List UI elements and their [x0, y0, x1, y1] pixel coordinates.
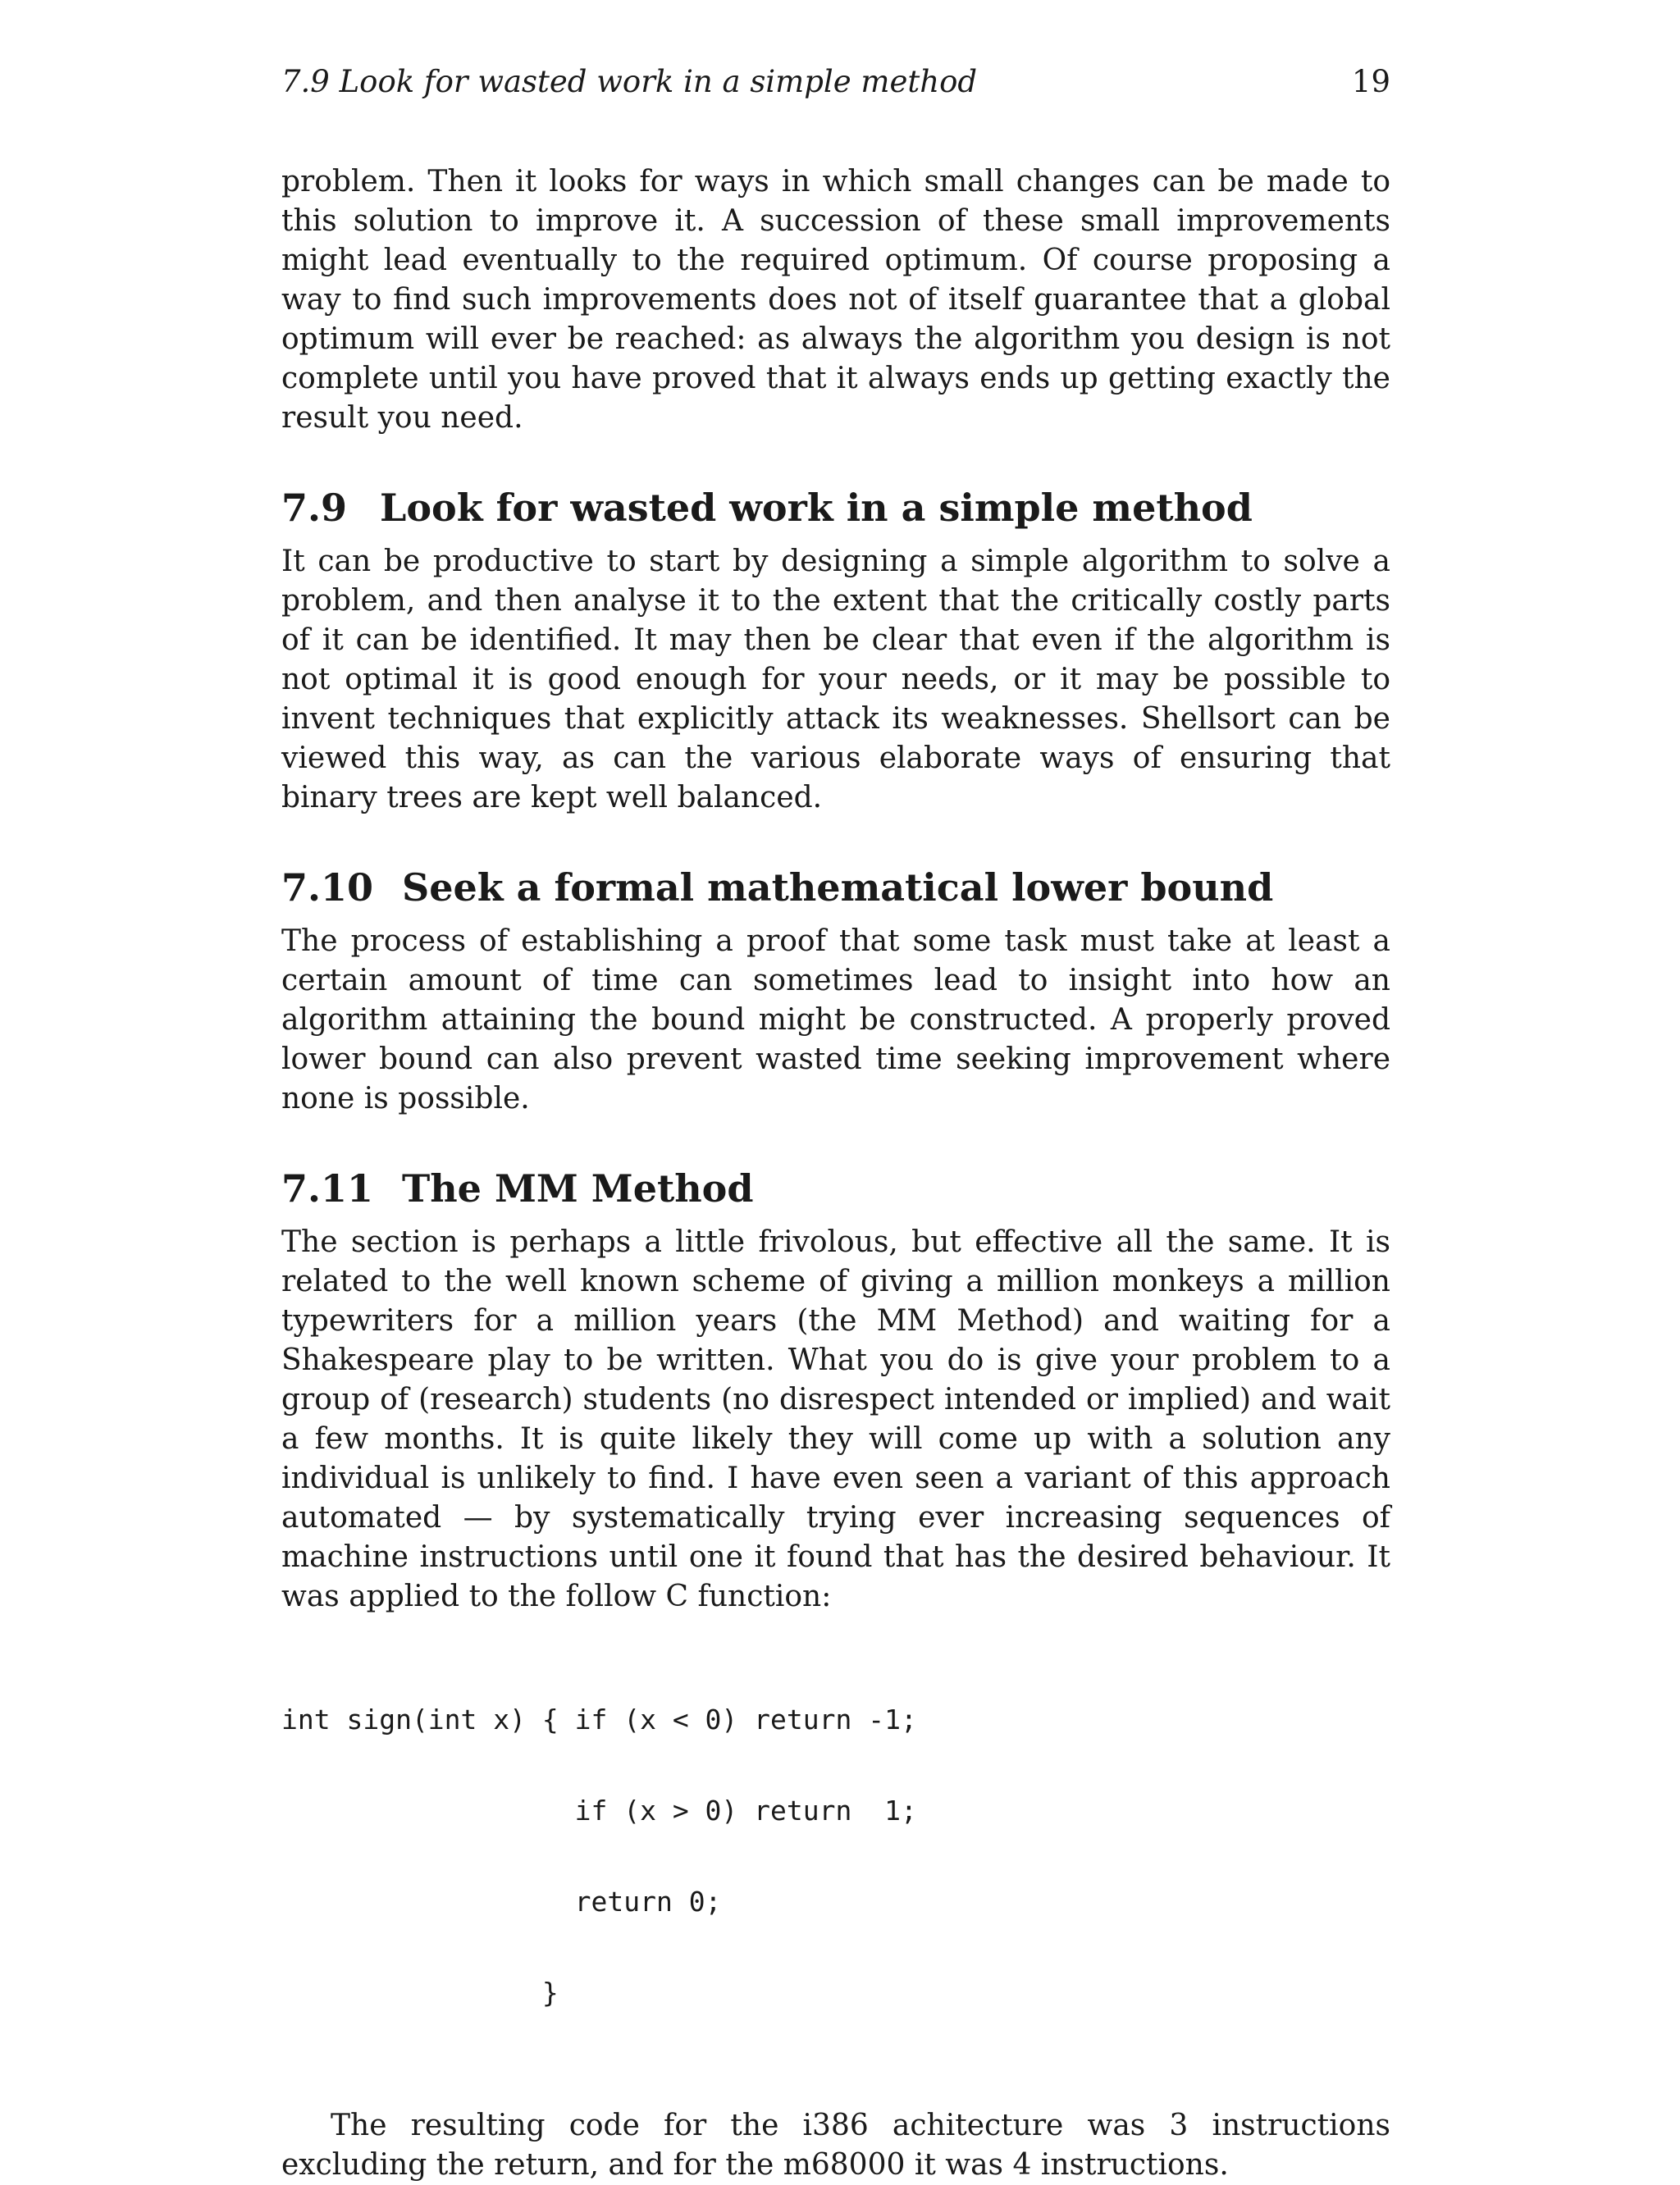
- section-body-7-10: The process of establishing a proof that some task must take at least a certain amount of time can sometimes lead to insight into how an algorithm attaining the bound might be constructed. A properly proved lower bound can also prevent wasted time seeking improvement where none is possible.: [281, 924, 1390, 1115]
- intro-paragraph: problem. Then it looks for ways in which small changes can be made to this solution to improve it. A succession of these small improvements might lead eventually to the required optimum. Of course proposing a way to find such improvements does not of itself guarantee that a global optimum will ever be reached: as always the algorithm you design is not complete until you have proved that it always ends up getting exactly the result you need.: [281, 165, 1390, 435]
- closing-paragraph: The resulting code for the i386 achitecture was 3 instructions excluding the return, and for the m68000 it was 4 instructions.: [281, 2109, 1390, 2182]
- code-block: [281, 1644, 1390, 2069]
- section-body-7-9: It can be productive to start by designing a simple algorithm to solve a problem, and then analyse it to the extent that the critically costly parts of it can be identified. It may then be clear that even if the algorithm is not optimal it is good enough for your needs, or it may be possible to invent techniques that explicitly attack its weaknesses. Shellsort can be viewed this way, as can the various elaborate ways of ensuring that binary trees are kept well balanced.: [281, 545, 1390, 814]
- section-body-7-11: The section is perhaps a little frivolous, but effective all the same. It is related to the well known scheme of giving a million monkeys a million typewriters for a million years (the MM Method) and waiting for a Shakespeare play to be written. What you do is give your problem to a group of (research) students (no disrespect intended or implied) and wait a few months. It is quite likely they will come up with a solution any individual is unlikely to find. I have even seen a variant of this approach automated — by systematically trying ever increasing sequences of machine instructions until one it found that has the desired behaviour. It was applied to the follow C function:: [281, 1225, 1390, 1613]
- running-head: [281, 57, 1390, 107]
- page-number: 19: [1351, 64, 1390, 99]
- code-line: }: [281, 1977, 559, 2009]
- section-title: Look for wasted work in a simple method: [380, 486, 1253, 530]
- section-heading-7-10: [281, 864, 1390, 910]
- code-line: return 0;: [281, 1886, 722, 1918]
- running-head-title: 7.9 Look for wasted work in a simple method: [281, 64, 978, 99]
- section-title: The MM Method: [402, 1166, 754, 1211]
- section-number: 7.11: [281, 1166, 374, 1211]
- section-number: 7.10: [281, 865, 374, 910]
- page: [281, 57, 1390, 2185]
- section-heading-7-11: [281, 1165, 1390, 1211]
- section-number: 7.9: [281, 486, 348, 530]
- section-title: Seek a formal mathematical lower bound: [402, 865, 1274, 910]
- code-line: if (x > 0) return 1;: [281, 1795, 917, 1827]
- section-heading-7-9: [281, 485, 1390, 531]
- code-line: int sign(int x) { if (x < 0) return -1;: [281, 1704, 917, 1736]
